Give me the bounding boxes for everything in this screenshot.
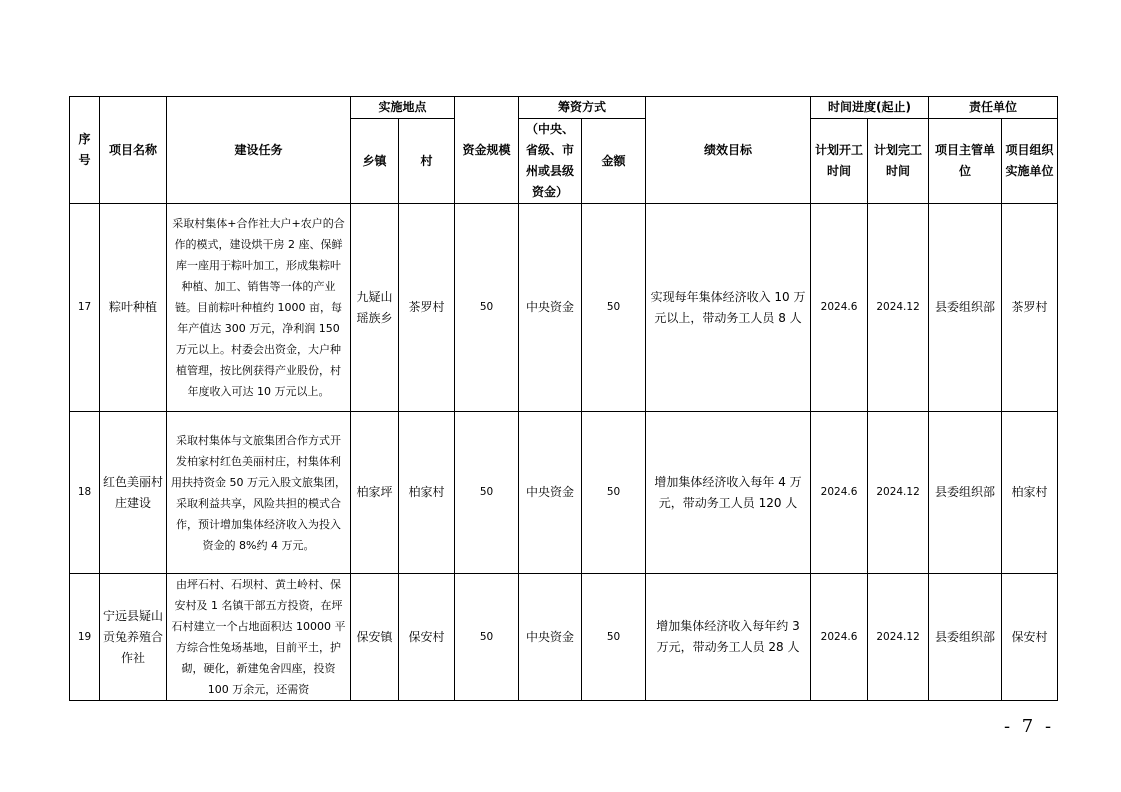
header-fund-scale: 资金规模: [455, 97, 519, 204]
cell-plan-start: 2024.6: [811, 574, 868, 701]
header-supervisor: 项目主管单位: [929, 119, 1002, 204]
header-township: 乡镇: [351, 119, 399, 204]
header-project-name: 项目名称: [100, 97, 167, 204]
cell-plan-end: 2024.12: [868, 574, 929, 701]
table-row: [70, 574, 1058, 701]
header-implementer: 项目组织实施单位: [1002, 119, 1058, 204]
cell-plan-end: 2024.12: [868, 412, 929, 574]
cell-project-name: 红色美丽村庄建设: [100, 412, 167, 574]
header-plan-start: 计划开工时间: [811, 119, 868, 204]
cell-task: 由坪石村、石坝村、黄土岭村、保安村及 1 名镇干部五方投资，在坪石村建立一个占地面积达 10000 平方综合性兔场基地，目前平土，护砌，硬化，新建兔舍四座，投资 100 万余元，还需资: [167, 574, 351, 701]
cell-fund-scale: 50: [455, 204, 519, 412]
header-target: 绩效目标: [646, 97, 811, 204]
header-funding-source: （中央、省级、市州或县级资金）: [519, 119, 582, 204]
cell-implementer: 保安村: [1002, 574, 1058, 701]
cell-supervisor: 县委组织部: [929, 412, 1002, 574]
cell-funding-source: 中央资金: [519, 412, 582, 574]
cell-task: 采取村集体与文旅集团合作方式开发柏家村红色美丽村庄，村集体利用扶持资金 50 万元入股文旅集团，采取利益共享，风险共担的模式合作，预计增加集体经济收入为投入资金的 8%约 4 万元。: [167, 412, 351, 574]
cell-fund-scale: 50: [455, 574, 519, 701]
table-row: [70, 204, 1058, 412]
cell-seq: 17: [70, 204, 100, 412]
cell-implementer: 茶罗村: [1002, 204, 1058, 412]
cell-fund-scale: 50: [455, 412, 519, 574]
cell-target: 实现每年集体经济收入 10 万元以上，带动务工人员 8 人: [646, 204, 811, 412]
cell-seq: 18: [70, 412, 100, 574]
cell-project-name: 粽叶种植: [100, 204, 167, 412]
cell-amount: 50: [582, 574, 646, 701]
header-funding-group: 筹资方式: [519, 97, 646, 119]
header-plan-end: 计划完工时间: [868, 119, 929, 204]
project-table: [69, 96, 1058, 701]
cell-target: 增加集体经济收入每年约 3 万元，带动务工人员 28 人: [646, 574, 811, 701]
cell-amount: 50: [582, 412, 646, 574]
page-number: - 7 -: [1004, 716, 1055, 737]
header-amount: 金额: [582, 119, 646, 204]
cell-village: 茶罗村: [399, 204, 455, 412]
cell-funding-source: 中央资金: [519, 574, 582, 701]
cell-task: 采取村集体+合作社大户+农户的合作的模式，建设烘干房 2 座、保鲜库一座用于粽叶加工，形成集粽叶种植、加工、销售等一体的产业链。目前粽叶种植约 1000 亩，每年产值达 300 万元，净利润 150 万元以上。村委会出资金，大户种植管理，按比例获得产业股份，村年度收入可达 10 万元以上。: [167, 204, 351, 412]
header-resp-group: 责任单位: [929, 97, 1058, 119]
cell-seq: 19: [70, 574, 100, 701]
cell-plan-start: 2024.6: [811, 204, 868, 412]
header-schedule-group: 时间进度(起止): [811, 97, 929, 119]
cell-supervisor: 县委组织部: [929, 204, 1002, 412]
table-body: [70, 204, 1058, 701]
cell-target: 增加集体经济收入每年 4 万元，带动务工人员 120 人: [646, 412, 811, 574]
cell-village: 保安村: [399, 574, 455, 701]
header-location-group: 实施地点: [351, 97, 455, 119]
cell-township: 保安镇: [351, 574, 399, 701]
cell-project-name: 宁远县疑山贡兔养殖合作社: [100, 574, 167, 701]
cell-plan-start: 2024.6: [811, 412, 868, 574]
cell-amount: 50: [582, 204, 646, 412]
cell-funding-source: 中央资金: [519, 204, 582, 412]
table-header: [70, 97, 1058, 204]
table-row: [70, 412, 1058, 574]
cell-township: 柏家坪: [351, 412, 399, 574]
cell-implementer: 柏家村: [1002, 412, 1058, 574]
cell-supervisor: 县委组织部: [929, 574, 1002, 701]
cell-plan-end: 2024.12: [868, 204, 929, 412]
header-village: 村: [399, 119, 455, 204]
header-seq: 序号: [70, 97, 100, 204]
header-task: 建设任务: [167, 97, 351, 204]
cell-village: 柏家村: [399, 412, 455, 574]
cell-township: 九疑山瑶族乡: [351, 204, 399, 412]
